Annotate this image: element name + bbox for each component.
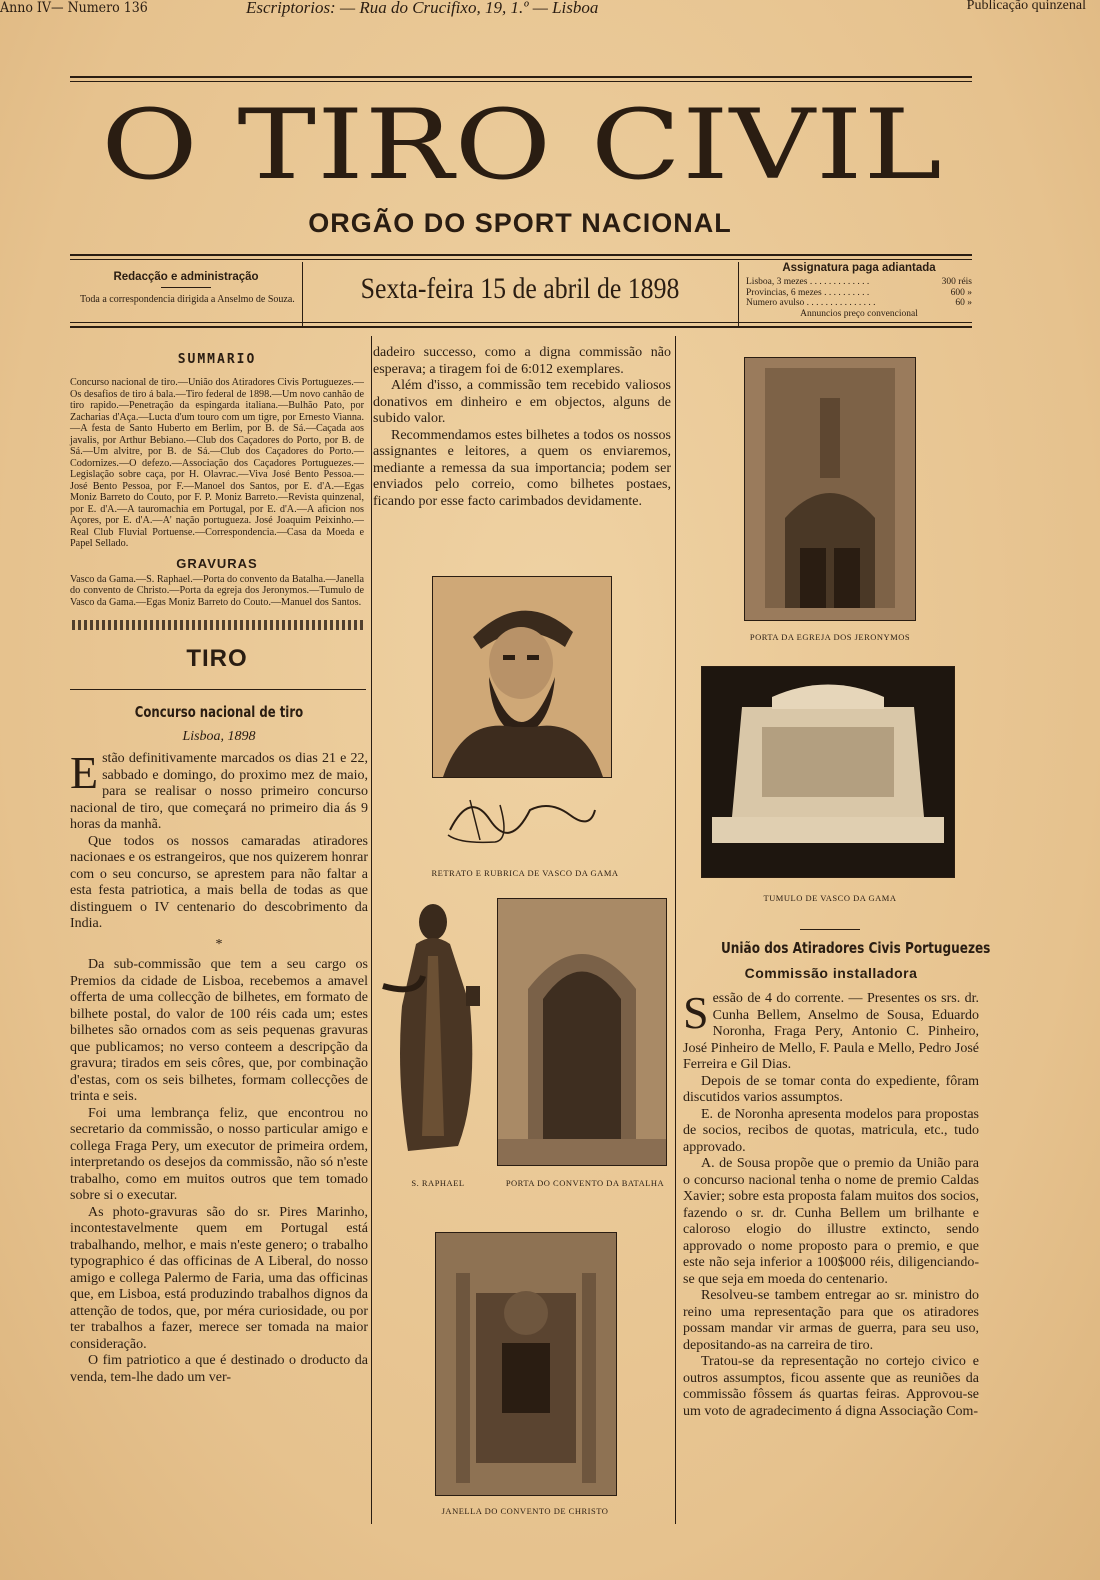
jeronymos-door-photo [744, 357, 916, 621]
redaccao-title: Redacção e administração [113, 271, 259, 283]
paragraph: Tratou-se da representação no cortejo civico e outros assumptos, ficou assente que as reuniões da commissão fôssem ás quartas feiras. Approvou-se um voto de agradecimento á digna Associação Com- [683, 1354, 979, 1419]
rule [70, 322, 972, 323]
subscription-row [746, 298, 972, 309]
vasco-da-gama-portrait [432, 576, 612, 778]
column-divider [675, 336, 676, 1524]
newspaper-title: O TIRO CIVIL [101, 87, 943, 201]
rule [70, 259, 972, 260]
paragraph: Que todos os nossos camaradas atiradores nacionaes e os estrangeiros, que nos quizerem honrar com o seu concurso, se aprestem para não faltar a esta festa patriotica, a mais bella de todas as que distinguem o IV centenario do descobrimento da India. [70, 833, 368, 931]
paragraph: E. de Noronha apresenta modelos para propostas de socios, recibos de quotas, matricula, etc., tudo approvado. [683, 1106, 979, 1155]
paragraph: As photo-gravuras são do sr. Pires Marinho, incontestavelmente quem em Portugal está trabalhando, melhor, e mais n'este genero; o trabalho typographico é das officinas de A Liberal, do nosso amigo e collega Palermo de Faria, uma das officinas que, em Lisboa, está produzindo trabalhos dignos da attenção de todos, que, por méra curiosidade, ou por ter trabalhos a fazer, merece ser tomada na maior consideração. [70, 1204, 368, 1352]
newspaper-subtitle: ORGÃO DO SPORT NACIONAL [308, 208, 732, 238]
subscription-title: Assignatura paga adiantada [782, 262, 936, 274]
issue-date: Sexta-feira 15 de abril de 1898 [360, 272, 680, 305]
divider [800, 929, 860, 930]
rule [70, 76, 972, 78]
middle-text [373, 345, 671, 510]
tomb-of-vasco-photo [701, 666, 955, 878]
subscription-label: Lisboa, 3 mezes . . . . . . . . . . . . . [746, 277, 870, 287]
drop-cap: E [70, 747, 99, 798]
subscription-note: Annuncios preço convencional [800, 308, 918, 319]
christo-window-photo [435, 1232, 617, 1496]
subscription-row [746, 277, 972, 288]
christo-illustration [436, 1233, 616, 1495]
subscription-value: 300 réis [941, 277, 972, 287]
caption: S. RAPHAEL [411, 1178, 465, 1188]
issue-number: Anno IV— Numero 136 [0, 0, 148, 16]
paragraph: O fim patriotico a que é destinado o droducto da venda, tem-lhe dado um ver- [70, 1353, 368, 1385]
caption: RETRATO E RUBRICA DE VASCO DA GAMA [431, 868, 619, 878]
gravuras-text: Vasco da Gama.—S. Raphael.—Porta do convento da Batalha.—Janella do convento de Christo.—Porta da egreja dos Jeronymos.—Tumulo de Vasco da Gama.—Egas Moniz Barreto do Couto.—Manuel dos Santos. [70, 573, 364, 608]
gravuras-title: GRAVURAS [176, 555, 258, 571]
jeronymos-illustration [745, 358, 915, 620]
paragraph: Depois de se tomar conta do expediente, fôram discutidos varios assumptos. [683, 1073, 979, 1105]
paragraph: stão definitivamente marcados os dias 21 e 22, sabbado e domingo, do proximo mez de maio, para se realisar o nosso primeiro concurso nacional de tiro, que começará no primeiro dia ás 9 horas da manhã. [70, 751, 368, 832]
summary-text: Concurso nacional de tiro.—União dos Atiradores Civis Portuguezes.—Os desafios de tiro á bala.—Tiro federal de 1898.—Um novo canhão de tiro rapido.—Penetração da espingarda italiana.—Bulhão Pato, por Zacharias d'Aça.—Lucta d'um touro com um tigre, por Ernesto Vianna.—A festa de Santo Huberto em Berlim, por B. de Sá.—Caçada aos javalis, por Arthur Bebiano.—Club dos Caçadores do Porto, por B. de Sá.—Um alvitre, por B. de Sá.—Club dos Caçadores do Porto.—Codornizes.—O defezo.—Associação dos Caçadores Portuguezes.—Legislação sobre caça, por H. Olavrac.—Viva José Bento Pessoa.—José Bento Pessoa, por F.—Manoel dos Santos, por E. d'A.—Egas Moniz Barreto do Couto, por F. P. Moniz Barreto.—Revista quinzenal, por E. d'A.—A tauromachia em Portugal, por E. d'A.—A aficion nos Açores, por E. d'A.—A' nação portugueza. José Joaquim Peixinho.—Real Club Fluvial Portuense.—Correspondencia.—Casa da Moeda e Papel Sellado. [70, 377, 364, 549]
office-address: Escriptorios: — Rua do Crucifixo, 19, 1.º — Lisboa [246, 0, 599, 17]
subscription-box [746, 262, 972, 326]
paragraph: Recommendamos estes bilhetes a todos os nossos assignantes e leitores, a quem os enviaremos, mediante a remessa da sua importancia; podem ser enviados pelo correio, como bilhetes postaes, ficando por esse facto carimbados devidamente. [373, 427, 671, 509]
signature-icon [440, 780, 600, 850]
tomb-illustration [702, 667, 954, 877]
separator-star: * [215, 936, 223, 952]
paragraph: Da sub-commissão que tem a seu cargo os Premios da cidade de Lisboa, recebemos a amavel offerta de uma collecção de bilhetes, em formato de bilhete postal, do valor de 100 réis cada um; estes bilhetes são ornados com as seis pequenas gravuras que publicamos; no verso conteem a descripção da gravura; tirados em seis côres, que, por combinação d'estas, com os seis bilhetes, formam collecções de trinta e seis. [70, 957, 368, 1104]
subscription-value: 600 » [950, 287, 972, 298]
divider [302, 262, 303, 326]
caption: TUMULO DE VASCO DA GAMA [763, 893, 897, 903]
paragraph: essão de 4 do corrente. — Presentes os srs. dr. Cunha Bellem, Anselmo de Sousa, Eduardo Noronha, Fraga Pery, Antonio C. Pinheiro, José Pinheiro de Mello, F. Paula e Mello, Pedro José Ferreira e Gil Dias. [683, 991, 979, 1072]
subscription-table [746, 277, 972, 319]
subscription-label: Provincias, 6 mezes . . . . . . . . . . [746, 287, 870, 298]
rule [70, 326, 972, 328]
summary-title: SUMMARIO [177, 352, 257, 367]
publication-frequency: Publicação quinzenal [966, 0, 1086, 13]
portrait-illustration [433, 577, 611, 777]
section-title: TIRO [186, 645, 248, 672]
date-box [304, 262, 736, 326]
subscription-row [746, 288, 972, 299]
article-subtitle: Commissão installadora [744, 964, 918, 981]
paragraph: dadeiro successo, como a digna commissão não esperava; a tiragem foi de 6:012 exemplares. [373, 345, 671, 377]
divider [738, 262, 739, 326]
caption: PORTA DO CONVENTO DA BATALHA [505, 1178, 665, 1188]
paragraph: A. de Sousa propõe que o premio da União para o concurso nacional tenha o nome de premio Caldas Xavier; sobre esta proposta falam muitos dos socios, fazendo o sr. dr. Cunha Bellem um brilhante e caloroso elogio do illustre extincto, sendo approvado o nome proposto para o premio, e que este não seja inferior a 100$000 réis, diligenciando-se que seja em moeda do centenario. [683, 1156, 979, 1287]
subscription-label: Numero avulso . . . . . . . . . . . . . . . [746, 298, 876, 308]
subscription-value: 60 » [955, 298, 972, 308]
divider [161, 287, 211, 288]
caption: PORTA DA EGREJA DOS JERONYMOS [749, 632, 911, 642]
redaccao-text: Toda a correspondencia dirigida a Anselmo de Souza. [80, 294, 295, 305]
batalha-illustration [498, 899, 666, 1165]
rule [70, 81, 972, 82]
uniao-article [683, 939, 991, 1420]
rule [70, 689, 366, 690]
caption: JANELLA DO CONVENTO DE CHRISTO [441, 1506, 609, 1516]
redaccao-box [70, 262, 302, 326]
rule [70, 254, 972, 256]
ornamental-border [72, 620, 364, 630]
paragraph: Além d'isso, a commissão tem recebido valiosos donativos em dinheiro e em objectos, alguns de subido valor. [373, 378, 671, 426]
article-dateline: Lisboa, 1898 [182, 728, 256, 744]
top-line [0, 0, 1086, 22]
article-title: União dos Atiradores Civis Portuguezes [720, 939, 991, 957]
drop-cap: S [683, 987, 709, 1038]
batalha-door-photo [497, 898, 667, 1166]
tiro-article [70, 704, 368, 1386]
summary-section [70, 352, 364, 608]
column-divider [371, 336, 372, 1524]
article-title: Concurso nacional de tiro [134, 703, 304, 721]
paragraph: Foi uma lembrança feliz, que encontrou no secretario da commissão, o nosso particular amigo e collega Fraga Pery, um executor de primeira ordem, interpretando os desejos da commissão, não só n'este trabalho, como em muitos outros que tem tomado sobre si o executar. [70, 1105, 368, 1203]
s-raphael-figure [378, 896, 486, 1158]
paragraph: Resolveu-se tambem entregar ao sr. ministro do reino uma representação para que os atiradores possam mandar vir armas de guerra, para seu uso, depositando-as na carreira de tiro. [683, 1288, 979, 1353]
